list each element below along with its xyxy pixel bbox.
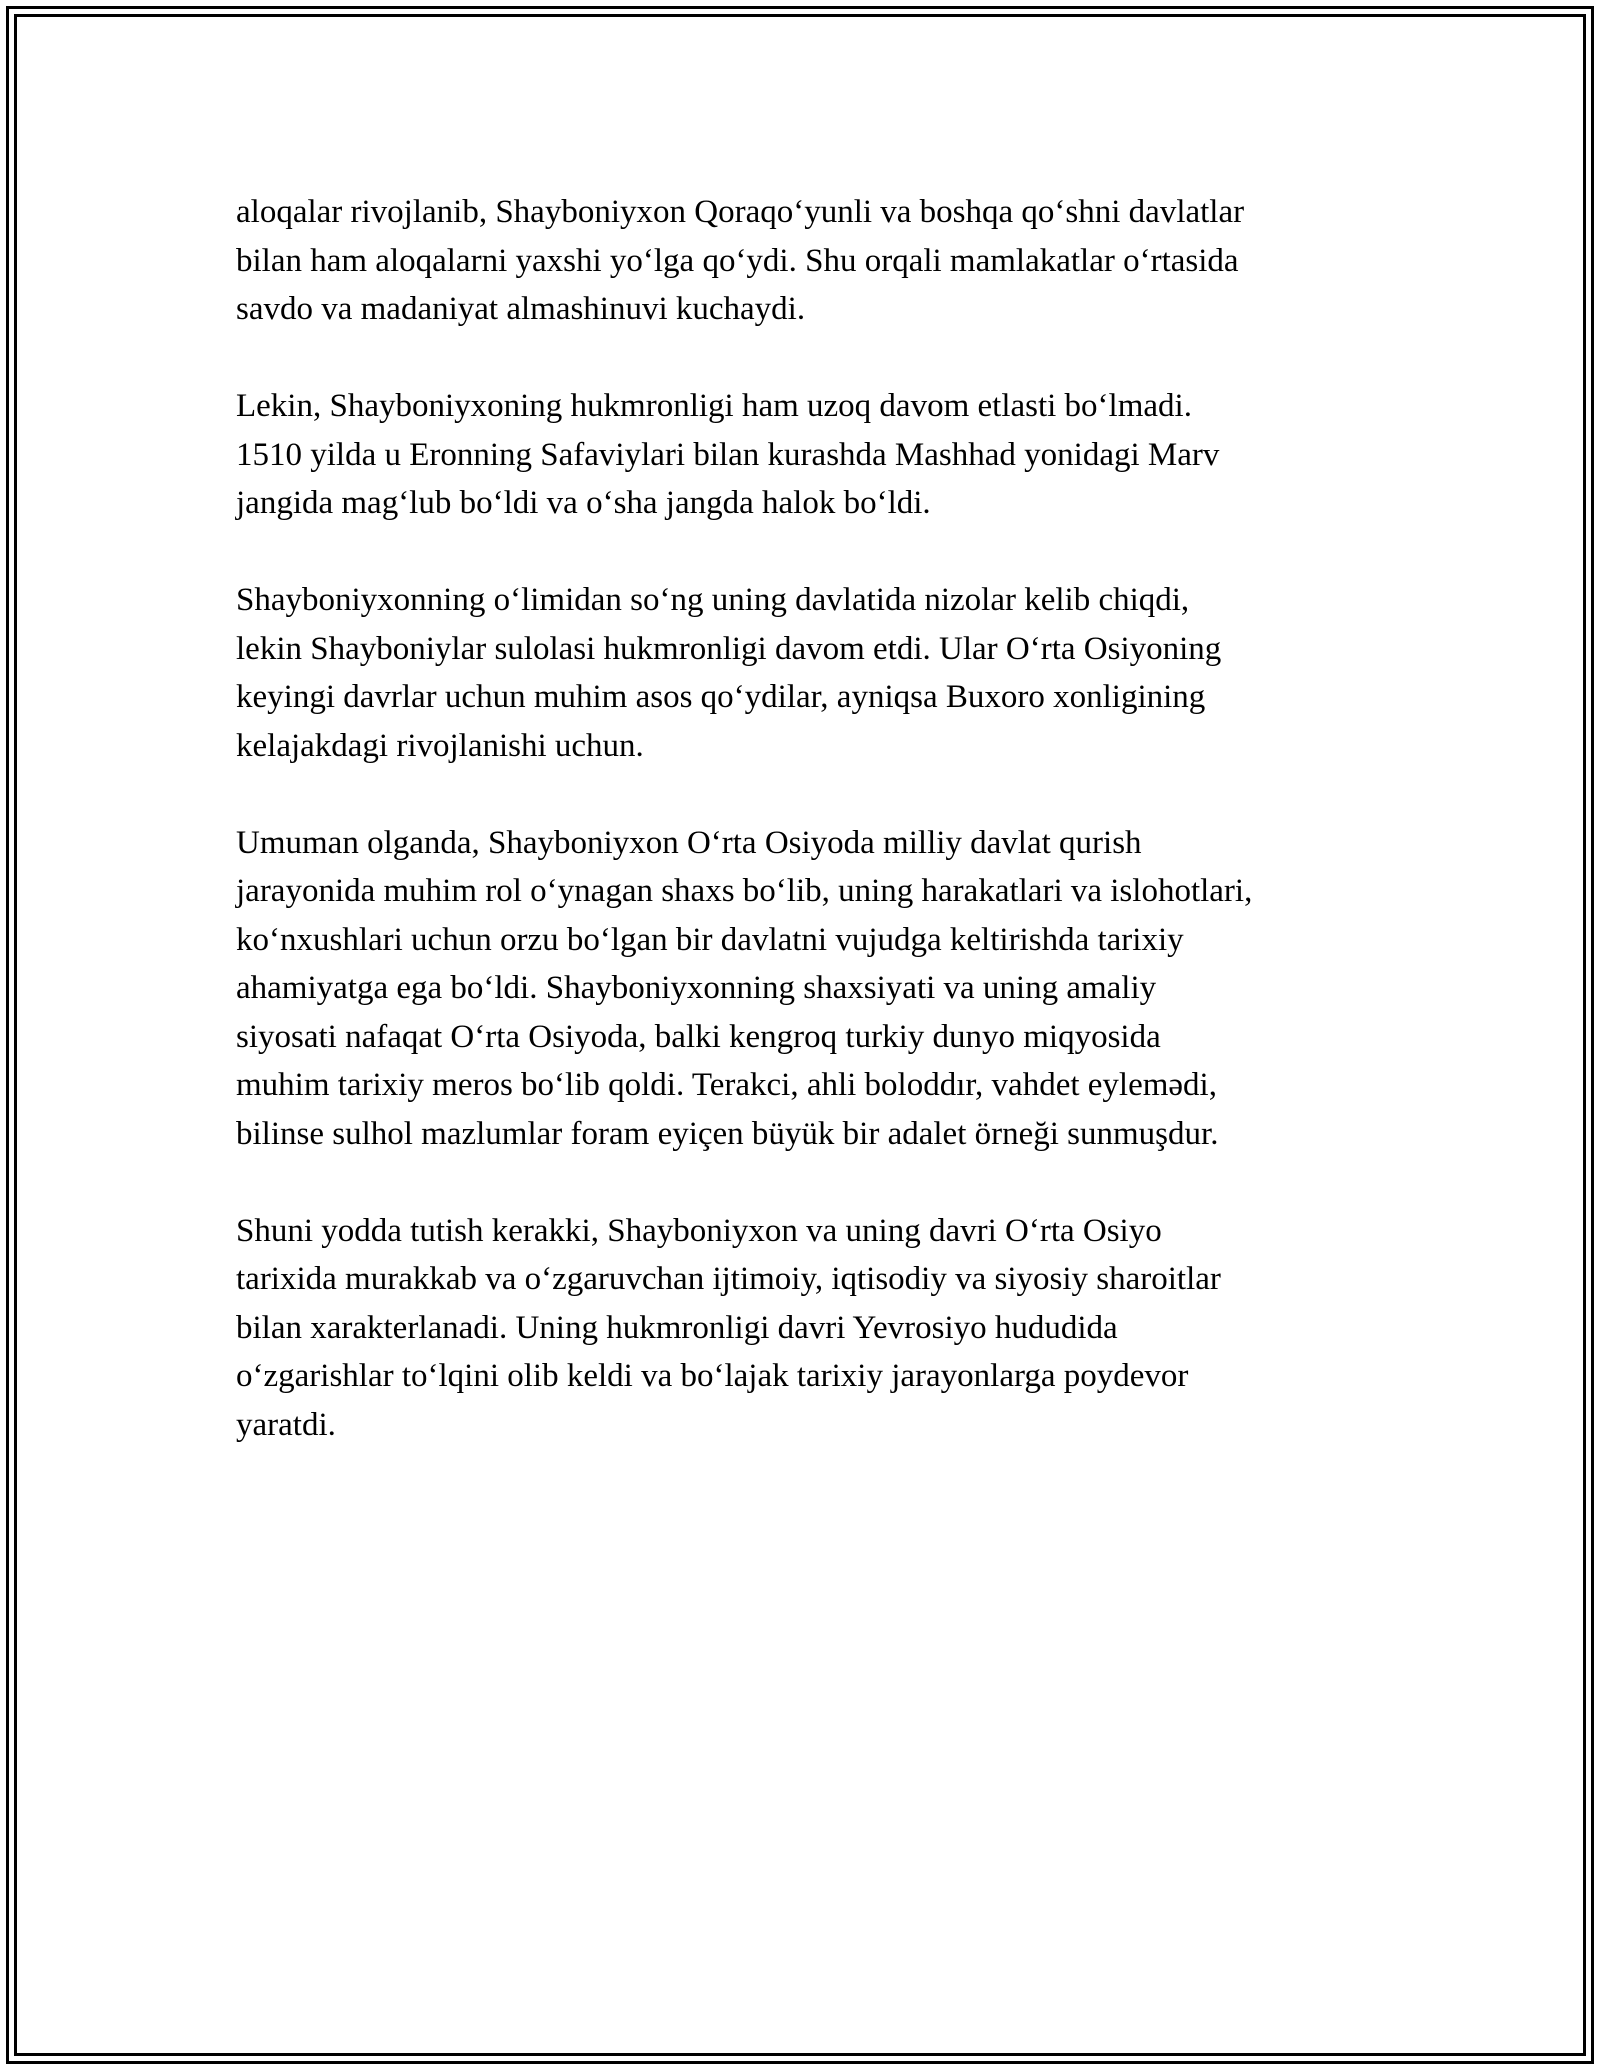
paragraph-1: [236, 188, 1386, 334]
paragraph-2: [236, 382, 1386, 528]
text-line: tarixida murakkab va o‘zgaruvchan ijtimoiy, iqtisodiy va siyosiy sharoitlar: [236, 1261, 1221, 1297]
text-line: ahamiyatga ega bo‘ldi. Shayboniyxonning shaxsiyati va uning amaliy: [236, 970, 1157, 1006]
text-line: o‘zgarishlar to‘lqini olib keldi va bo‘lajak tarixiy jarayonlarga poydevor: [236, 1358, 1189, 1394]
document-body: [236, 188, 1386, 1498]
text-line: jangida mag‘lub bo‘ldi va o‘sha jangda halok bo‘ldi.: [236, 485, 931, 521]
text-line: muhim tarixiy meros bo‘lib qoldi. Terakci, ahli boloddır, vahdet eylemədi,: [236, 1067, 1217, 1103]
text-line: Shayboniyxonning o‘limidan so‘ng uning davlatida nizolar kelib chiqdi,: [236, 582, 1190, 618]
text-line: ko‘nxushlari uchun orzu bo‘lgan bir davlatni vujudga keltirishda tarixiy: [236, 921, 1184, 958]
text-line: Shuni yodda tutish kerakki, Shayboniyxon va uning davri O‘rta Osiyo: [236, 1212, 1162, 1249]
text-line: aloqalar rivojlanib, Shayboniyxon Qoraqo‘yunli va boshqa qo‘shni davlatlar: [236, 194, 1245, 230]
text-line: bilan xarakterlanadi. Uning hukmronligi davri Yevrosiyo hududida: [236, 1309, 1118, 1346]
text-line: Umuman olganda, Shayboniyxon O‘rta Osiyoda milliy davlat qurish: [236, 824, 1142, 861]
text-line: bilinse sulhol mazlumlar foram eyiçen büyük bir adalet örneği sunmuşdur.: [236, 1115, 1219, 1152]
text-line: 1510 yilda u Eronning Safaviylari bilan kurashda Mashhad yonidagi Marv: [236, 436, 1220, 473]
text-line: siyosati nafaqat O‘rta Osiyoda, balki kengroq turkiy dunyo miqyosida: [236, 1018, 1161, 1055]
text-line: lekin Shayboniylar sulolasi hukmronligi davom etdi. Ular O‘rta Osiyoning: [236, 630, 1222, 667]
paragraph-4: [236, 819, 1386, 1159]
text-line: Lekin, Shayboniyxoning hukmronligi ham uzoq davom etlasti bo‘lmadi.: [236, 388, 1192, 424]
text-line: kelajakdagi rivojlanishi uchun.: [236, 727, 644, 764]
text-line: jarayonida muhim rol o‘ynagan shaxs bo‘lib, uning harakatlari va islohotlari,: [236, 873, 1253, 909]
paragraph-3: [236, 576, 1386, 770]
text-line: savdo va madaniyat almashinuvi kuchaydi.: [236, 291, 806, 327]
text-line: bilan ham aloqalarni yaxshi yo‘lga qo‘ydi. Shu orqali mamlakatlar o‘rtasida: [236, 242, 1239, 279]
paragraph-5: [236, 1207, 1386, 1450]
text-line: keyingi davrlar uchun muhim asos qo‘ydilar, ayniqsa Buxoro xonligining: [236, 679, 1206, 715]
text-line: yaratdi.: [236, 1406, 336, 1443]
